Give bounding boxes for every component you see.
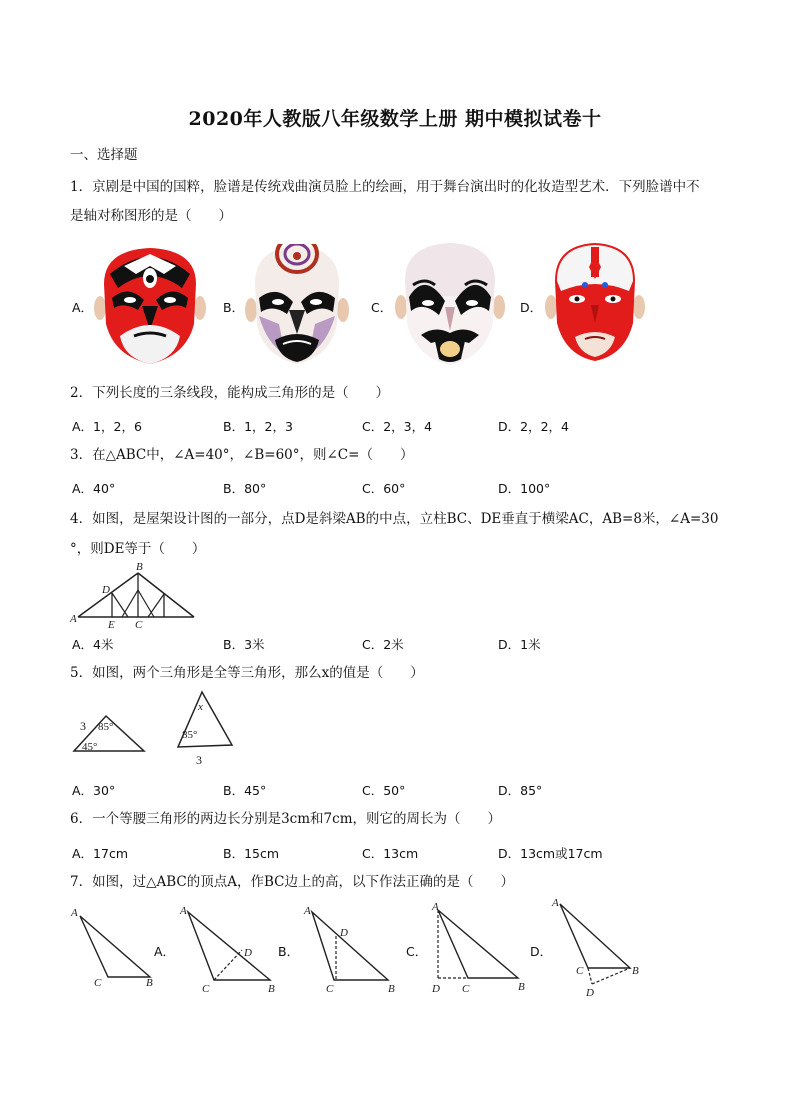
q7-d-label-c: C (576, 965, 584, 977)
q7-b-label-b: B (388, 983, 395, 995)
q5-label-angle1: 85° (98, 721, 114, 733)
q5-option-b[interactable]: B．45° (223, 783, 267, 798)
q5-label-angle2: 45° (82, 741, 98, 753)
q1-option-c[interactable]: C． (371, 300, 393, 315)
opera-mask-a-image (94, 244, 206, 368)
q7-c-label-a: A (432, 901, 439, 913)
q7-option-d[interactable]: D． (530, 944, 553, 959)
q7-a-label-a: A (180, 905, 187, 917)
section-heading: 一、选择题 (70, 147, 138, 163)
q7-c-label-d: D (432, 983, 440, 995)
q7-base-label-c: C (94, 977, 102, 989)
q4-stem-line1: 4．如图，是屋架设计图的一部分，点D是斜梁AB的中点，立柱BC、DE垂直于横梁AC，AB=8米，∠A=30 (70, 511, 719, 527)
q2-option-c[interactable]: C．2，3，4 (362, 419, 433, 434)
q4-label-d: D (102, 584, 110, 596)
q7-b-label-d: D (340, 927, 348, 939)
q7-d-label-b: B (632, 965, 639, 977)
q7-option-d-figure[interactable] (546, 894, 656, 1004)
q7-d-label-a: A (552, 897, 559, 909)
q5-congruent-triangles-figure (70, 688, 250, 770)
q7-a-label-c: C (202, 983, 210, 995)
q4-roof-truss-figure (68, 560, 198, 630)
q4-stem-line2: °，则DE等于（ ） (70, 541, 206, 557)
opera-mask-d-image (545, 241, 645, 365)
q7-a-label-d: D (244, 947, 252, 959)
q4-option-b[interactable]: B．3米 (223, 637, 265, 652)
q1-stem-line2: 是轴对称图形的是（ ） (70, 208, 232, 224)
q7-option-c-figure[interactable] (424, 896, 534, 1000)
q1-stem-line1: 1．京剧是中国的国粹，脸谱是传统戏曲演员脸上的绘画，用于舞台演出时的化妆造型艺术．下列脸谱中不 (70, 179, 700, 195)
q4-option-a[interactable]: A．4米 (72, 637, 114, 652)
q7-base-triangle-figure (68, 898, 168, 992)
q7-base-label-a: A (71, 907, 78, 919)
opera-mask-c-image (395, 241, 505, 369)
q2-stem: 2．下列长度的三条线段，能构成三角形的是（ ） (70, 385, 390, 401)
q3-option-a[interactable]: A．40° (72, 481, 116, 496)
q7-option-a-figure[interactable] (172, 898, 282, 998)
q7-option-c[interactable]: C． (406, 944, 428, 959)
q6-option-c[interactable]: C．13cm (362, 846, 419, 861)
q7-b-label-a: A (304, 905, 311, 917)
q6-option-d[interactable]: D．13cm或17cm (498, 846, 603, 861)
q5-option-c[interactable]: C．50° (362, 783, 406, 798)
q1-option-d[interactable]: D． (520, 300, 543, 315)
q7-option-b-figure[interactable] (296, 898, 406, 998)
q3-option-c[interactable]: C．60° (362, 481, 406, 496)
q3-option-b[interactable]: B．80° (223, 481, 267, 496)
q7-option-b[interactable]: B． (278, 944, 300, 959)
q5-label-x: x (198, 701, 203, 713)
q5-option-a[interactable]: A．30° (72, 783, 116, 798)
q6-stem: 6．一个等腰三角形的两边长分别是3cm和7cm，则它的周长为（ ） (70, 811, 501, 827)
q4-label-b: B (136, 561, 143, 573)
q2-option-d[interactable]: D．2，2，4 (498, 419, 569, 434)
q7-base-label-b: B (146, 977, 153, 989)
q7-b-label-c: C (326, 983, 334, 995)
q5-label-side1: 3 (80, 719, 86, 733)
q5-label-angle3: 85° (182, 729, 198, 741)
q5-label-side2: 3 (196, 753, 202, 767)
q7-option-a[interactable]: A． (154, 944, 176, 959)
opera-mask-b-image (245, 244, 349, 368)
q3-stem: 3．在△ABC中，∠A=40°，∠B=60°，则∠C=（ ） (70, 447, 414, 463)
q4-label-e: E (108, 619, 115, 630)
q2-option-b[interactable]: B．1，2，3 (223, 419, 293, 434)
q7-c-label-b: B (518, 981, 525, 993)
q6-option-a[interactable]: A．17cm (72, 846, 129, 861)
q7-c-label-c: C (462, 983, 470, 995)
page-title: 2020年人教版八年级数学上册 期中模拟试卷十 (188, 108, 602, 130)
q1-option-b[interactable]: B． (223, 300, 245, 315)
q7-d-label-d: D (586, 987, 594, 999)
q6-option-b[interactable]: B．15cm (223, 846, 280, 861)
q1-option-a[interactable]: A． (72, 300, 94, 315)
q7-stem: 7．如图，过△ABC的顶点A，作BC边上的高，以下作法正确的是（ ） (70, 874, 514, 890)
q5-option-d[interactable]: D．85° (498, 783, 543, 798)
q5-stem: 5．如图，两个三角形是全等三角形，那么x的值是（ ） (70, 665, 424, 681)
q2-option-a[interactable]: A．1，2，6 (72, 419, 142, 434)
q4-option-c[interactable]: C．2米 (362, 637, 404, 652)
q4-option-d[interactable]: D．1米 (498, 637, 541, 652)
q4-label-c: C (135, 619, 143, 630)
q4-label-a: A (70, 613, 77, 625)
q3-option-d[interactable]: D．100° (498, 481, 551, 496)
q7-a-label-b: B (268, 983, 275, 995)
